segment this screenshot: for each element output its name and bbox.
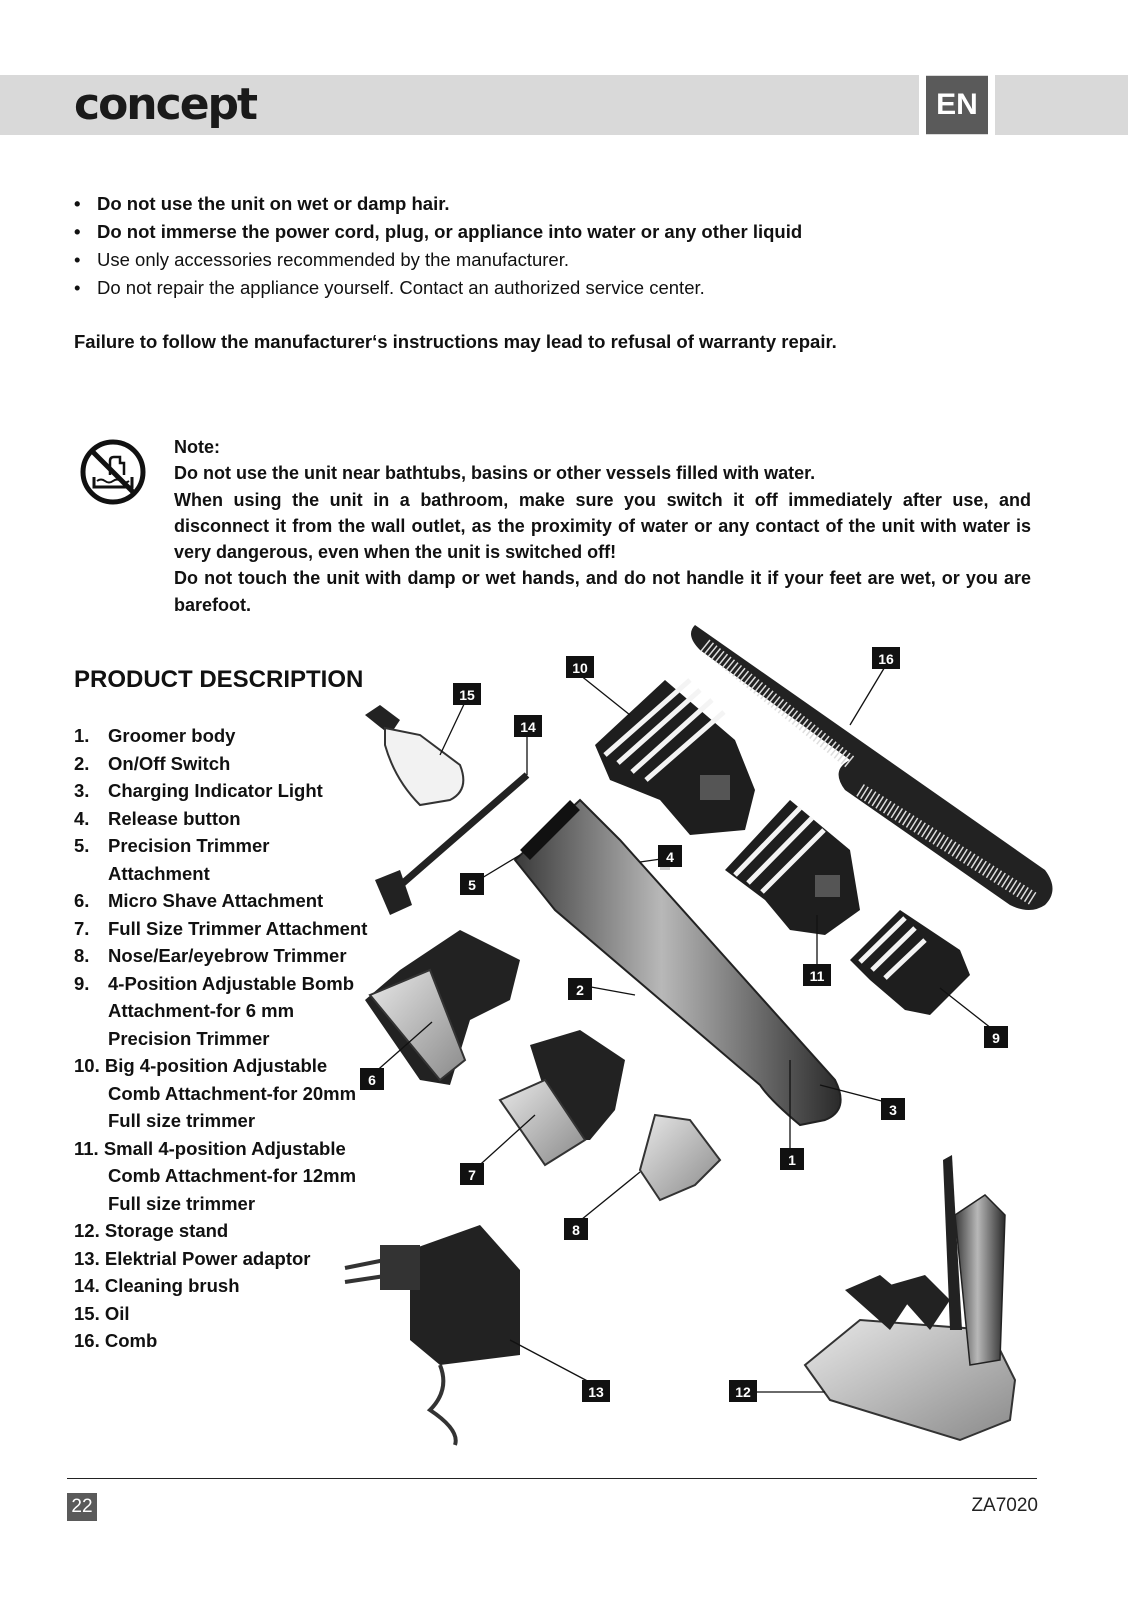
list-item: 13. Elektrial Power adaptor — [74, 1247, 311, 1269]
precision-comb-drawing — [850, 910, 970, 1015]
big-comb-drawing — [595, 680, 755, 835]
callout-label: 4 — [666, 849, 674, 865]
list-item: 14. Cleaning brush — [74, 1275, 240, 1296]
safety-item: • Do not use the unit on wet or damp hair. — [74, 190, 1034, 218]
micro-shave-drawing — [365, 930, 520, 1085]
header-divider-right — [988, 75, 995, 135]
model-code: ZA7020 — [971, 1495, 1038, 1516]
list-item: 1. Groomer body — [74, 725, 236, 746]
oil-bottle-drawing — [365, 705, 463, 805]
callout-label: 8 — [572, 1222, 580, 1238]
callout-label: 12 — [735, 1384, 751, 1400]
header-divider-left — [919, 75, 926, 135]
section-title: PRODUCT DESCRIPTION — [74, 666, 364, 693]
power-adaptor-drawing — [345, 1225, 520, 1445]
callout-label: 3 — [889, 1102, 897, 1118]
product-illustration — [330, 615, 1090, 1455]
callout-label: 6 — [368, 1072, 376, 1088]
callout-label: 5 — [468, 877, 476, 893]
nose-trimmer-drawing — [640, 1115, 720, 1200]
callout-label: 14 — [520, 719, 536, 735]
list-item: 5. Precision Trimmer Attachment — [74, 835, 270, 884]
language-badge: EN — [926, 76, 988, 134]
note-block — [174, 434, 1031, 618]
storage-stand-drawing — [805, 1155, 1015, 1440]
list-item: 16. Comb — [74, 1330, 158, 1351]
brand-logo: concept — [74, 79, 257, 130]
list-item: 3. Charging Indicator Light — [74, 780, 323, 801]
note-line: Do not use the unit near bathtubs, basins or other vessels filled with water. — [174, 463, 816, 484]
list-item: 2. On/Off Switch — [74, 752, 231, 774]
safety-list — [74, 190, 1034, 302]
callout-label: 2 — [576, 982, 584, 998]
callout-label: 15 — [459, 687, 475, 703]
callout-label: 10 — [572, 660, 588, 676]
callout-label: 1 — [788, 1152, 796, 1168]
footer-divider — [67, 1478, 1037, 1479]
safety-item: • Do not repair the appliance yourself. Contact an authorized service center. — [74, 274, 1034, 302]
note-title: Note: — [174, 437, 220, 457]
callout-label: 13 — [588, 1384, 604, 1400]
safety-item: • Use only accessories recommended by the manufacturer. — [74, 246, 1034, 274]
list-item: 9. 4-Position Adjustable Bomb Attachment-for 6 mm Precision Trimmer — [74, 972, 354, 1049]
list-item: 12. Storage stand — [74, 1220, 229, 1241]
no-water-icon — [78, 437, 148, 507]
safety-item: • Do not immerse the power cord, plug, or appliance into water or any other liquid — [74, 218, 1034, 246]
full-size-trimmer-drawing — [500, 1030, 625, 1165]
list-item: 7. Full Size Trimmer Attachment — [74, 917, 368, 939]
page-number: 22 — [67, 1493, 97, 1521]
note-line: Do not touch the unit with damp or wet hands, and do not handle it if your feet are wet, or you are barefoot. — [174, 568, 1031, 615]
callout-label: 16 — [878, 651, 894, 667]
list-item: 6. Micro Shave Attachment — [74, 890, 324, 911]
list-item: 11. Small 4-position Adjustable Comb Attachment-for 12mm Full size trimmer — [74, 1137, 357, 1214]
callout-label: 7 — [468, 1167, 476, 1183]
list-item: 4. Release button — [74, 807, 241, 829]
warranty-notice: Failure to follow the manufacturer‘s instructions may lead to refusal of warranty repair. — [74, 331, 837, 352]
list-item: 10. Big 4-position Adjustable Comb Attachment-for 20mm Full size trimmer — [74, 1055, 357, 1131]
list-item: 15. Oil — [74, 1302, 130, 1324]
list-item: 8. Nose/Ear/eyebrow Trimmer — [74, 945, 347, 966]
note-line: When using the unit in a bathroom, make sure you switch it off immediately after use, and disconnect it from the wall outlet, as the proximity of water or any contact of the unit with water is very dangerous, even when the unit is switched off! — [174, 489, 1031, 563]
parts-list — [74, 722, 374, 1355]
callout-label: 11 — [809, 968, 825, 984]
callout-label: 9 — [992, 1030, 1000, 1046]
